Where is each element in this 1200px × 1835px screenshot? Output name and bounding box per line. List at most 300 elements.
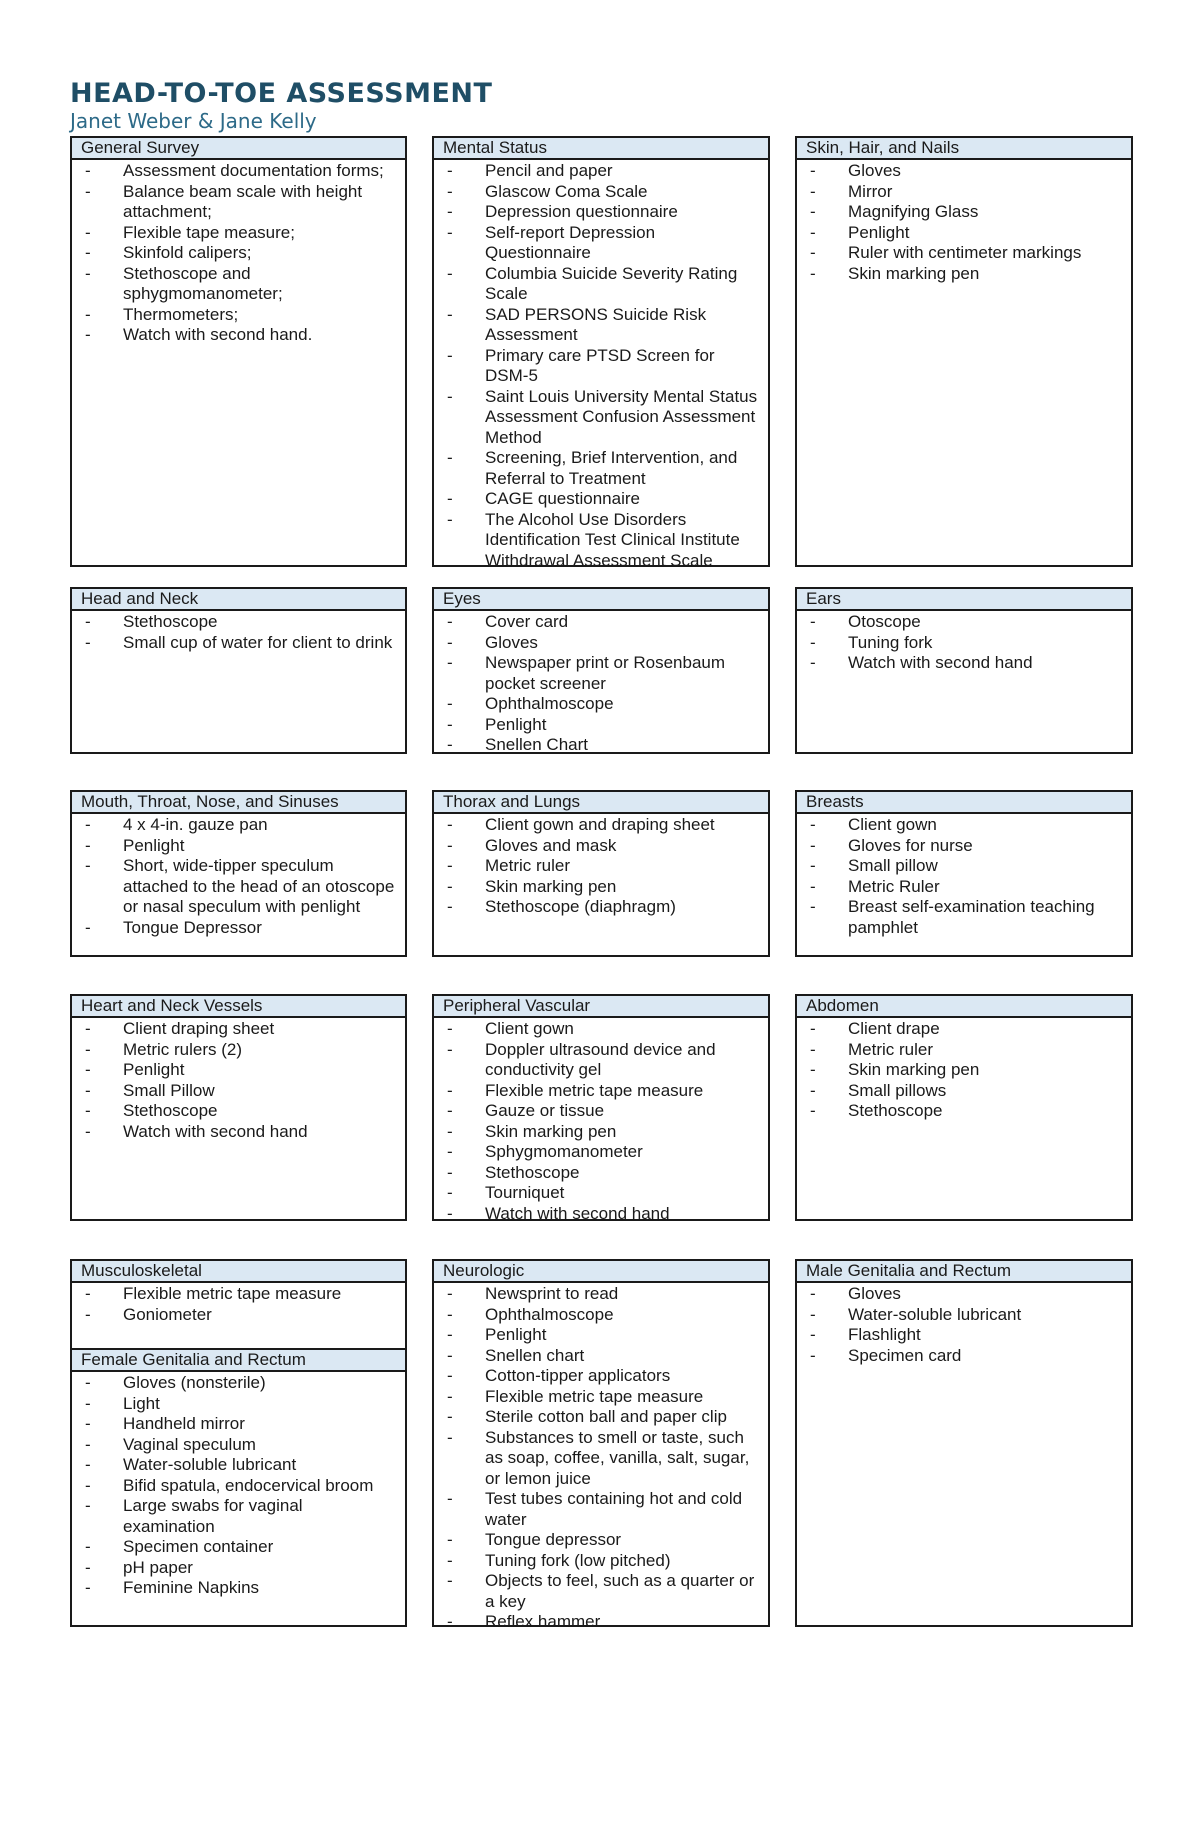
bullet-dash: -: [810, 876, 816, 896]
bullet-dash: -: [447, 897, 453, 916]
bullet-dash: -: [447, 735, 453, 754]
list-item-text: Small pillows: [848, 1080, 947, 1100]
list-item-text: Gauze or tissue: [485, 1101, 605, 1120]
bullet-dash: -: [810, 1284, 816, 1303]
list-item-text: Gloves: [848, 161, 901, 180]
bullet-dash: -: [85, 1578, 91, 1597]
list-item-text: Client gown: [848, 815, 937, 834]
list-item: [72, 1081, 397, 1102]
list-item-text: Goniometer: [123, 1304, 212, 1324]
list-item: [434, 1284, 760, 1305]
list-item-text: Mirror: [848, 181, 893, 201]
bullet-dash: -: [810, 632, 816, 652]
bullet-dash: -: [810, 1325, 816, 1344]
section-mental-status: [432, 136, 770, 570]
list-item-text: Water-soluble lubricant: [848, 1304, 1022, 1324]
bullet-dash: -: [447, 1183, 453, 1202]
list-item-text: Ophthalmoscope: [485, 694, 614, 713]
list-item-text: Newsprint to read: [485, 1284, 619, 1303]
bullet-dash: -: [447, 1101, 453, 1120]
item-list: [72, 611, 405, 653]
list-item-text: Sphygmomanometer: [485, 1142, 643, 1161]
list-item-text: Magnifying Glass: [848, 202, 979, 221]
item-list: [434, 1018, 768, 1224]
list-item-text: Client drape: [848, 1019, 940, 1038]
list-item: [434, 489, 760, 510]
bullet-dash: -: [85, 161, 91, 180]
bullet-dash: -: [447, 161, 453, 180]
bullet-dash: -: [447, 1203, 453, 1223]
list-item: [434, 1163, 760, 1184]
list-item: [434, 1571, 760, 1612]
list-item: [72, 1394, 397, 1415]
bullet-dash: -: [447, 1550, 453, 1570]
section-eyes: [432, 587, 770, 754]
section-title: Musculoskeletal: [72, 1261, 405, 1283]
list-item-text: Specimen card: [848, 1345, 962, 1365]
section-title: Eyes: [434, 589, 768, 611]
bullet-dash: -: [810, 181, 816, 201]
list-item: [72, 836, 397, 857]
bullet-dash: -: [447, 263, 453, 283]
bullet-dash: -: [85, 1393, 91, 1413]
list-item-text: Skin marking pen: [848, 263, 980, 283]
list-item: [797, 856, 1123, 877]
section-title: Heart and Neck Vessels: [72, 996, 405, 1018]
bullet-dash: -: [447, 202, 453, 221]
list-item-text: Ophthalmoscope: [485, 1304, 614, 1324]
list-item-text: Tuning fork: [848, 632, 933, 652]
list-item: [434, 1530, 760, 1551]
section-ears: [795, 587, 1133, 754]
section-abdomen: [795, 994, 1133, 1221]
bullet-dash: -: [85, 1434, 91, 1454]
list-item: [72, 161, 397, 182]
list-item: [72, 243, 397, 264]
list-item: [72, 223, 397, 244]
list-item-text: Bifid spatula, endocervical broom: [123, 1475, 374, 1495]
list-item-text: Skin marking pen: [848, 1060, 980, 1079]
list-item: [72, 633, 397, 654]
list-item: [797, 1081, 1123, 1102]
bullet-dash: -: [447, 714, 453, 734]
list-item-text: Thermometers;: [123, 304, 239, 324]
section-general-survey: [70, 136, 407, 567]
list-item-text: Assessment documentation forms;: [123, 161, 384, 180]
list-item: [434, 815, 760, 836]
list-item-text: Penlight: [485, 1325, 547, 1344]
list-item: [797, 653, 1123, 674]
bullet-dash: -: [447, 653, 453, 672]
section-title: General Survey: [72, 138, 405, 160]
list-item: [72, 856, 397, 918]
list-item: [797, 243, 1123, 264]
list-item-text: Flashlight: [848, 1325, 921, 1344]
list-item: [434, 448, 760, 489]
bullet-dash: -: [85, 1080, 91, 1100]
list-item: [434, 856, 760, 877]
list-item: [434, 1407, 760, 1428]
list-item-text: Penlight: [485, 714, 547, 734]
page-title: HEAD-TO-TOE ASSESSMENT: [70, 78, 493, 109]
list-item: [797, 1305, 1123, 1326]
bullet-dash: -: [447, 1142, 453, 1161]
list-item: [72, 1305, 397, 1326]
list-item-text: Penlight: [123, 835, 185, 855]
list-item: [434, 387, 760, 449]
item-list: [72, 814, 405, 938]
list-item: [797, 815, 1123, 836]
list-item-text: Watch with second hand: [485, 1203, 670, 1223]
list-item-text: pH paper: [123, 1557, 193, 1577]
list-item: [434, 1387, 760, 1408]
list-item: [797, 1101, 1123, 1122]
item-list: [797, 1283, 1131, 1366]
section-title: Male Genitalia and Rectum: [797, 1261, 1131, 1283]
section-peripheral-vascular: [432, 994, 770, 1221]
bullet-dash: -: [810, 815, 816, 834]
list-item: [434, 877, 760, 898]
list-item: [434, 1019, 760, 1040]
item-list: [72, 1372, 405, 1599]
list-item: [434, 1551, 760, 1572]
bullet-dash: -: [85, 1414, 91, 1433]
list-item: [797, 877, 1123, 898]
bullet-dash: -: [85, 1373, 91, 1392]
list-item: [72, 1455, 397, 1476]
bullet-dash: -: [85, 325, 91, 344]
bullet-dash: -: [447, 835, 453, 855]
list-item-text: Watch with second hand: [848, 653, 1033, 672]
item-list: [797, 814, 1131, 938]
list-item-text: Short, wide-tipper speculum attached to the head of an otoscope or nasal speculum with penlight: [123, 856, 395, 916]
list-item: [72, 325, 397, 346]
list-item-text: Primary care PTSD Screen for DSM-5: [485, 345, 715, 385]
list-item-text: Tourniquet: [485, 1183, 565, 1202]
bullet-dash: -: [85, 1304, 91, 1324]
bullet-dash: -: [447, 448, 453, 467]
list-item-text: Client gown: [485, 1019, 574, 1038]
list-item: [72, 1414, 397, 1435]
list-item: [72, 305, 397, 326]
list-item-text: Columbia Suicide Severity Rating Scale: [485, 263, 738, 303]
list-item: [72, 612, 397, 633]
bullet-dash: -: [810, 1060, 816, 1079]
list-item-text: Breast self-examination teaching pamphlet: [848, 897, 1095, 937]
page-subtitle: Janet Weber & Jane Kelly: [70, 109, 317, 133]
list-item: [434, 612, 760, 633]
list-item: [797, 1346, 1123, 1367]
list-item-text: Flexible metric tape measure: [485, 1386, 704, 1406]
list-item-text: Stethoscope: [848, 1101, 943, 1120]
list-item: [72, 182, 397, 223]
section-title: Skin, Hair, and Nails: [797, 138, 1131, 160]
list-item: [434, 1142, 760, 1163]
list-item-text: Snellen Chart: [485, 735, 589, 754]
list-item: [434, 653, 760, 694]
list-item: [797, 161, 1123, 182]
section-male-genitalia-rectum: [795, 1259, 1133, 1627]
list-item: [72, 1578, 397, 1599]
list-item-text: Client gown and draping sheet: [485, 815, 715, 834]
bullet-dash: -: [810, 1019, 816, 1038]
section-musculoskeletal-female: [70, 1259, 407, 1627]
bullet-dash: -: [85, 856, 91, 875]
list-item: [72, 918, 397, 939]
list-item-text: Light: [123, 1393, 160, 1413]
section-title: Peripheral Vascular: [434, 996, 768, 1018]
item-list: [797, 1018, 1131, 1122]
bullet-dash: -: [447, 1386, 453, 1406]
section-title-female-genitalia: Female Genitalia and Rectum: [72, 1348, 405, 1372]
list-item-text: Pencil and paper: [485, 161, 613, 180]
bullet-dash: -: [810, 1101, 816, 1120]
section-head-neck: [70, 587, 407, 754]
list-item-text: Depression questionnaire: [485, 202, 678, 221]
bullet-dash: -: [85, 1101, 91, 1120]
list-item-text: Newspaper print or Rosenbaum pocket screener: [485, 653, 726, 693]
list-item-text: Stethoscope: [485, 1162, 580, 1182]
list-item-text: Ruler with centimeter markings: [848, 243, 1082, 262]
list-item: [434, 897, 760, 918]
section-title: Ears: [797, 589, 1131, 611]
list-item-text: Skin marking pen: [485, 1121, 617, 1141]
list-item: [434, 305, 760, 346]
bullet-dash: -: [85, 304, 91, 324]
bullet-dash: -: [447, 694, 453, 713]
bullet-dash: -: [810, 653, 816, 672]
section-title: Thorax and Lungs: [434, 792, 768, 814]
list-item: [72, 1060, 397, 1081]
list-item: [797, 897, 1123, 938]
bullet-dash: -: [447, 1407, 453, 1426]
list-item: [797, 836, 1123, 857]
list-item: [434, 223, 760, 264]
list-item: [434, 836, 760, 857]
bullet-dash: -: [447, 876, 453, 896]
list-item-text: Gloves: [485, 632, 538, 652]
section-title: Breasts: [797, 792, 1131, 814]
list-item: [72, 815, 397, 836]
section-skin-hair-nails: [795, 136, 1133, 567]
bullet-dash: -: [447, 1612, 453, 1631]
bullet-dash: -: [447, 856, 453, 875]
list-item: [434, 1183, 760, 1204]
bullet-dash: -: [447, 1345, 453, 1365]
list-item: [434, 1612, 760, 1633]
list-item-text: Objects to feel, such as a quarter or a key: [485, 1571, 755, 1611]
list-item-text: Feminine Napkins: [123, 1578, 260, 1597]
list-item: [434, 346, 760, 387]
bullet-dash: -: [447, 222, 453, 242]
list-item: [434, 1122, 760, 1143]
list-item-text: Saint Louis University Mental Status Assessment Confusion Assessment Method: [485, 386, 758, 447]
section-title: Mental Status: [434, 138, 768, 160]
bullet-dash: -: [85, 1019, 91, 1038]
list-item: [434, 510, 760, 572]
list-item: [434, 735, 760, 756]
list-item-text: Sterile cotton ball and paper clip: [485, 1407, 727, 1426]
list-item-text: Handheld mirror: [123, 1414, 245, 1433]
list-item-text: Cotton-tipper applicators: [485, 1366, 671, 1385]
list-item-text: Skinfold calipers;: [123, 243, 252, 262]
bullet-dash: -: [85, 1537, 91, 1556]
list-item: [797, 182, 1123, 203]
bullet-dash: -: [447, 1121, 453, 1141]
bullet-dash: -: [810, 202, 816, 221]
bullet-dash: -: [85, 243, 91, 262]
bullet-dash: -: [447, 1427, 453, 1447]
list-item-text: Client draping sheet: [123, 1019, 275, 1038]
list-item: [797, 1040, 1123, 1061]
list-item-text: Self-report Depression Questionnaire: [485, 222, 656, 262]
list-item-text: Metric Ruler: [848, 876, 940, 896]
list-item-text: SAD PERSONS Suicide Risk Assessment: [485, 304, 707, 344]
list-item-text: Metric rulers (2): [123, 1039, 243, 1059]
list-item-text: Specimen container: [123, 1537, 274, 1556]
list-item-text: Flexible metric tape measure: [123, 1284, 342, 1303]
list-item: [434, 202, 760, 223]
bullet-dash: -: [85, 1039, 91, 1059]
list-item: [434, 1081, 760, 1102]
list-item-text: Flexible metric tape measure: [485, 1080, 704, 1100]
bullet-dash: -: [85, 1455, 91, 1474]
list-item: [434, 264, 760, 305]
list-item-text: Penlight: [123, 1060, 185, 1079]
list-item-text: Tuning fork (low pitched): [485, 1550, 671, 1570]
bullet-dash: -: [85, 612, 91, 631]
bullet-dash: -: [447, 632, 453, 652]
list-item: [797, 633, 1123, 654]
bullet-dash: -: [447, 1489, 453, 1508]
bullet-dash: -: [810, 161, 816, 180]
list-item-text: Metric ruler: [485, 856, 571, 875]
item-list: [72, 160, 405, 346]
list-item: [434, 1305, 760, 1326]
section-title: Head and Neck: [72, 589, 405, 611]
list-item: [72, 1019, 397, 1040]
bullet-dash: -: [85, 1557, 91, 1577]
list-item-text: Reflex hammer: [485, 1612, 601, 1631]
list-item: [72, 1476, 397, 1497]
bullet-dash: -: [810, 1304, 816, 1324]
list-item: [797, 612, 1123, 633]
list-item: [434, 694, 760, 715]
list-item-text: Balance beam scale with height attachment;: [123, 181, 363, 221]
list-item-text: Penlight: [848, 222, 910, 242]
bullet-dash: -: [447, 1162, 453, 1182]
bullet-dash: -: [447, 612, 453, 631]
bullet-dash: -: [810, 856, 816, 875]
section-neurologic: [432, 1259, 770, 1631]
list-item-text: Stethoscope: [123, 612, 218, 631]
bullet-dash: -: [447, 489, 453, 508]
list-item: [434, 1489, 760, 1530]
item-list: [434, 160, 768, 571]
item-list: [434, 814, 768, 918]
bullet-dash: -: [810, 612, 816, 631]
list-item-text: Tongue Depressor: [123, 917, 262, 937]
list-item-text: 4 x 4-in. gauze pan: [123, 815, 268, 834]
section-title: Abdomen: [797, 996, 1131, 1018]
item-list: [434, 611, 768, 756]
bullet-dash: -: [447, 1571, 453, 1590]
bullet-dash: -: [447, 304, 453, 324]
bullet-dash: -: [85, 1060, 91, 1079]
list-item-text: Snellen chart: [485, 1345, 585, 1365]
bullet-dash: -: [447, 1284, 453, 1303]
list-item: [434, 1366, 760, 1387]
list-item: [797, 1019, 1123, 1040]
list-item-text: Small Pillow: [123, 1080, 215, 1100]
list-item: [797, 202, 1123, 223]
list-item: [434, 633, 760, 654]
bullet-dash: -: [810, 222, 816, 242]
list-item-text: The Alcohol Use Disorders Identification Test Clinical Institute Withdrawal Assessment Scale: [485, 509, 740, 570]
bullet-dash: -: [85, 835, 91, 855]
bullet-dash: -: [447, 1304, 453, 1324]
bullet-dash: -: [810, 243, 816, 262]
list-item-text: Gloves (nonsterile): [123, 1373, 266, 1392]
list-item-text: Tongue depressor: [485, 1530, 622, 1549]
list-item-text: Screening, Brief Intervention, and Referral to Treatment: [485, 448, 738, 488]
section-heart-neck-vessels: [70, 994, 407, 1221]
list-item: [434, 1040, 760, 1081]
bullet-dash: -: [810, 1345, 816, 1365]
list-item: [434, 1428, 760, 1490]
list-item-text: Small cup of water for client to drink: [123, 632, 393, 652]
list-item-text: Stethoscope: [123, 1101, 218, 1120]
list-item-text: Stethoscope and sphygmomanometer;: [123, 263, 283, 303]
item-list: [434, 1283, 768, 1633]
bullet-dash: -: [85, 1121, 91, 1141]
bullet-dash: -: [447, 181, 453, 201]
item-list: [797, 611, 1131, 674]
list-item: [797, 1060, 1123, 1081]
bullet-dash: -: [447, 386, 453, 406]
list-item-text: Glascow Coma Scale: [485, 181, 648, 201]
bullet-dash: -: [447, 815, 453, 834]
bullet-dash: -: [85, 1284, 91, 1303]
bullet-dash: -: [810, 897, 816, 916]
list-item-text: Skin marking pen: [485, 876, 617, 896]
section-title: Mouth, Throat, Nose, and Sinuses: [72, 792, 405, 814]
list-item-text: Gloves and mask: [485, 835, 617, 855]
list-item: [72, 264, 397, 305]
bullet-dash: -: [447, 509, 453, 529]
bullet-dash: -: [447, 1530, 453, 1549]
list-item-text: Otoscope: [848, 612, 921, 631]
bullet-dash: -: [447, 1325, 453, 1344]
list-item: [434, 1204, 760, 1225]
bullet-dash: -: [85, 815, 91, 834]
list-item-text: Cover card: [485, 612, 569, 631]
bullet-dash: -: [447, 1366, 453, 1385]
bullet-dash: -: [85, 632, 91, 652]
list-item: [72, 1284, 397, 1305]
list-item-text: Stethoscope (diaphragm): [485, 897, 676, 916]
list-item: [434, 715, 760, 736]
list-item-text: Large swabs for vaginal examination: [123, 1496, 303, 1536]
list-item-text: Substances to smell or taste, such as soap, coffee, vanilla, salt, sugar, or lemon juice: [485, 1427, 750, 1488]
list-item-text: Gloves: [848, 1284, 901, 1303]
list-item: [72, 1101, 397, 1122]
list-item-text: Flexible tape measure;: [123, 222, 295, 242]
list-item: [797, 1325, 1123, 1346]
list-item: [797, 223, 1123, 244]
bullet-dash: -: [85, 1475, 91, 1495]
bullet-dash: -: [85, 1496, 91, 1515]
